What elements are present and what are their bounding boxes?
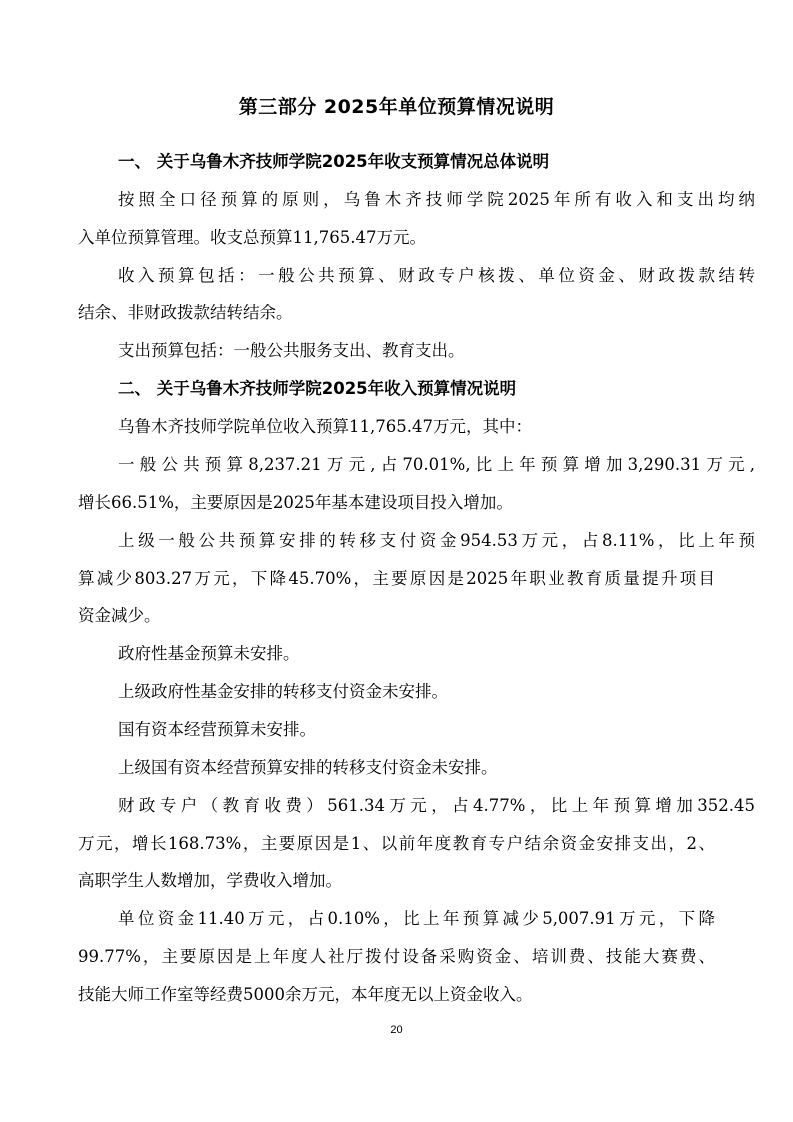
page-number: 20 [390, 1024, 403, 1036]
text-line: 收入预算包括：一般公共预算、财政专户核拨、单位资金、财政拨款结转 [118, 265, 755, 285]
paragraph-line: 入单位预算管理。收支总预算11,765.47万元。 [78, 227, 426, 247]
text-line: 算减少803.27万元，下降45.70%，主要原因是2025年职业教育质量提升项目 [78, 568, 715, 588]
paragraph-line: 资金减少。 [78, 606, 161, 626]
page-title: 第三部分 2025年单位预算情况说明 [238, 96, 555, 118]
paragraph-line: 乌鲁木齐技师学院单位收入预算11,765.47万元，其中： [118, 417, 532, 437]
paragraph-line: 增长66.51%，主要原因是2025年基本建设项目投入增加。 [78, 492, 513, 512]
paragraph-line: 技能大师工作室等经费5000余万元，本年度无以上资金收入。 [78, 985, 533, 1004]
paragraph-line [118, 531, 755, 551]
paragraph-line: 结余、非财政拨款结转结余。 [78, 303, 293, 323]
paragraph-line: 政府性基金预算未安排。 [118, 644, 300, 664]
text-line: 单位资金11.40万元，占0.10%，比上年预算减少5,007.91万元，下降 [118, 909, 715, 929]
paragraph-line [78, 569, 715, 589]
text-line: 上级一般公共预算安排的转移支付资金954.53万元，占8.11%，比上年预 [118, 530, 755, 550]
paragraph-line [118, 190, 755, 210]
paragraph-line [78, 947, 715, 967]
paragraph-line [78, 834, 715, 854]
paragraph-line [118, 455, 755, 475]
text-line: 99.77%，主要原因是上年度人社厅拨付设备采购资金、培训费、技能大赛费、 [78, 947, 715, 967]
text-line: 一般公共预算8,237.21万元,占70.01%,比上年预算增加3,290.31万元, [118, 454, 755, 474]
section-heading-2: 二、 关于乌鲁木齐技师学院2025年收入预算情况说明 [118, 379, 517, 399]
paragraph-line: 高职学生人数增加，学费收入增加。 [78, 871, 342, 891]
text-line: 万元，增长168.73%，主要原因是1、以前年度教育专户结余资金安排支出，2、 [78, 833, 715, 853]
paragraph-line: 上级国有资本经营预算安排的转移支付资金未安排。 [118, 757, 498, 777]
text-line: 财政专户（教育收费）561.34万元，占4.77%，比上年预算增加352.45 [118, 795, 755, 815]
paragraph-line: 支出预算包括：一般公共服务支出、教育支出。 [118, 341, 465, 361]
paragraph-line [118, 796, 755, 816]
paragraph-line [118, 909, 715, 929]
section-heading-1: 一、 关于乌鲁木齐技师学院2025年收支预算情况总体说明 [118, 152, 550, 171]
paragraph-line: 上级政府性基金安排的转移支付资金未安排。 [118, 682, 448, 702]
text-line: 按照全口径预算的原则，乌鲁木齐技师学院2025年所有收入和支出均纳 [118, 189, 755, 209]
paragraph-line: 国有资本经营预算未安排。 [118, 719, 316, 739]
paragraph-line [118, 266, 755, 286]
